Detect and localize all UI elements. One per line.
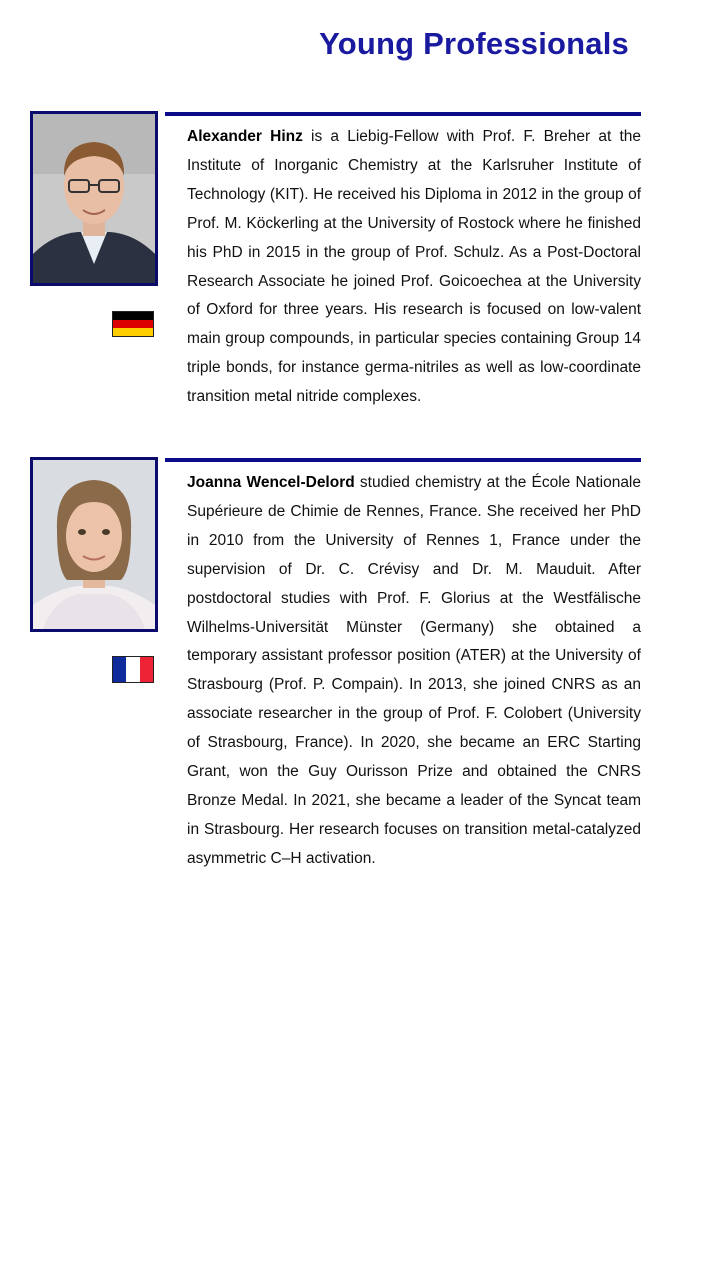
section-divider — [165, 458, 641, 462]
portrait-photo — [30, 457, 158, 632]
profile-bio-text: studied chemistry at the École Nationale Supérieure de Chimie de Rennes, France. She received her PhD in 2010 from the University of Rennes 1, France under the supervision of Dr. C. Crévisy and Dr. M. Mauduit. After postdoctoral studies with Prof. F. Glorius at the Westfälische Wilhelms-Universität Münster (Germany) she obtained a temporary assistant professor position (ATER) at the University of Strasbourg (Prof. P. Compain). In 2013, she joined CNRS as an associate researcher in the group of Prof. F. Colobert (University of Strasbourg, France). In 2020, she became an ERC Starting Grant, won the Guy Ourisson Prize and obtained the CNRS Bronze Medal. In 2021, she became a leader of the Syncat team in Strasbourg. Her research focuses on transition metal-catalyzed asymmetric C–H activation. — [187, 474, 641, 867]
profile-name: Joanna Wencel-Delord — [187, 474, 355, 491]
section-divider — [165, 112, 641, 116]
france-flag-icon — [112, 656, 154, 683]
germany-flag-icon — [112, 311, 154, 337]
portrait-photo — [30, 111, 158, 286]
profile-bio-text: is a Liebig-Fellow with Prof. F. Breher at the Institute of Inorganic Chemistry at the Karlsruher Institute of Technology (KIT). He received his Diploma in 2012 in the group of Prof. M. Köckerling at the University of Rostock where he finished his PhD in 2015 in the group of Prof. Schulz. As a Post-Doctoral Research Associate he joined Prof. Goicoechea at the University of Oxford for three years. His research is focused on low-valent main group compounds, in particular species containing Group 14 triple bonds, for instance germa-nitriles as well as low-coordinate transition metal nitride complexes. — [187, 128, 641, 406]
profile-bio — [187, 469, 641, 874]
profile-bio — [187, 123, 641, 412]
profile-name: Alexander Hinz — [187, 128, 303, 145]
page-title: Young Professionals — [319, 26, 629, 61]
